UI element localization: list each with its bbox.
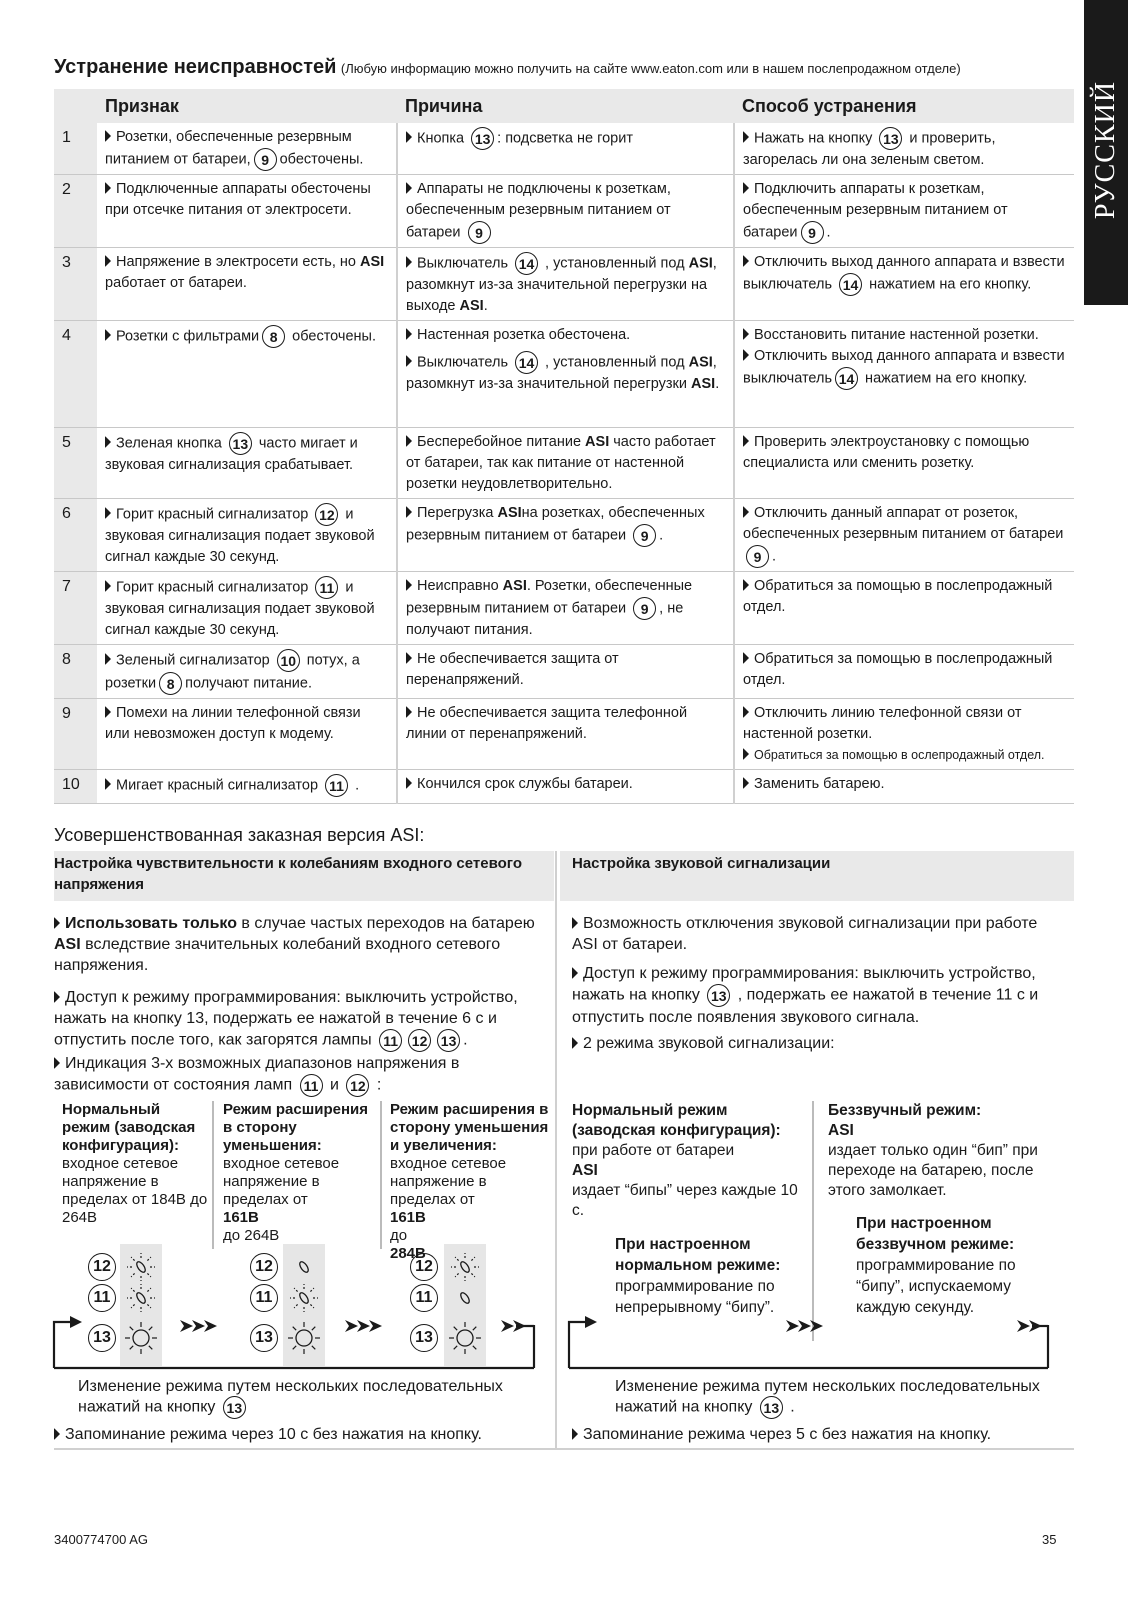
bullet-triangle-icon	[54, 1057, 60, 1069]
symptom-cell: Горит красный сигнализатор 12 и звуковая сигнализация подает звуковой сигнал каждые 30 секунд.	[97, 499, 397, 572]
bullet-triangle-icon	[572, 1428, 578, 1440]
bullet-triangle-icon	[406, 355, 412, 367]
lamp-number-label: 12	[88, 1253, 116, 1281]
page-title-note: (Любую информацию можно получить на сайте www.eaton.com или в нашем послепродажном отделе)	[340, 61, 961, 76]
bullet-triangle-icon	[406, 777, 412, 789]
left-para-usage: Использовать только в случае частых переходов на батарею ASI вследствие значительных колебаний входного сетевого напряжения.	[54, 915, 535, 974]
circled-number-icon: 13	[223, 1396, 246, 1419]
bullet-triangle-icon	[105, 436, 111, 448]
bullet-triangle-icon	[743, 131, 749, 143]
sound-mode-silent: Беззвучный режим: ASI издает только один “бип” при переходе на батарею, после этого замолкает.	[828, 1102, 1038, 1199]
row-number: 3	[54, 248, 97, 321]
right-para-modes: 2 режима звуковой сигнализации:	[572, 1033, 1067, 1054]
cause-cell: Неисправно ASI. Розетки, обеспеченные резервным питанием от батареи 9 , не получают питания.	[397, 572, 734, 645]
row-number: 4	[54, 321, 97, 428]
symptom-cell: Напряжение в электросети есть, но ASI работает от батареи.	[97, 248, 397, 321]
lamp-number-label: 11	[250, 1284, 278, 1312]
circled-number-icon: 12	[408, 1029, 431, 1052]
voltage-mode-extend: Режим расширения в сторону уменьшения и увеличения: входное сетевое напряжение в пределах от 161В до 284В	[390, 1101, 549, 1262]
page-title-main: Устранение неисправностей	[54, 56, 337, 78]
table-row	[54, 645, 1074, 699]
bullet-triangle-icon	[105, 706, 111, 718]
circled-number-icon: 14	[839, 273, 862, 296]
circled-number-icon: 10	[277, 649, 300, 672]
table-row	[54, 123, 1074, 175]
table-row	[54, 248, 1074, 321]
remedy-cell: Обратиться за помощью в послепродажный отдел.	[734, 572, 1074, 645]
circled-number-icon: 13	[437, 1029, 460, 1052]
bullet-triangle-icon	[105, 130, 111, 142]
bullet-triangle-icon	[406, 706, 412, 718]
bullet-triangle-icon	[572, 967, 578, 979]
table-row	[54, 770, 1074, 804]
circled-number-icon: 11	[315, 576, 338, 599]
bullet-triangle-icon	[54, 1428, 60, 1440]
advanced-section-title: Усовершенствованная заказная версия ASI:	[54, 825, 425, 845]
remedy-cell: Нажать на кнопку 13 и проверить, загорелась ли она зеленым светом.	[734, 123, 1074, 175]
cause-cell: Перегрузка ASIна розетках, обеспеченных резервным питанием от батареи 9 .	[397, 499, 734, 572]
remedy-cell: Заменить батарею.	[734, 770, 1074, 804]
bullet-triangle-icon	[743, 748, 749, 760]
row-number: 2	[54, 175, 97, 248]
bullet-triangle-icon	[54, 991, 60, 1003]
sound-cycle-diagram	[565, 1310, 1060, 1375]
page-number: 35	[1042, 1532, 1057, 1547]
lamp-number-label: 12	[410, 1253, 438, 1281]
circled-number-icon: 9	[746, 545, 769, 568]
row-number: 8	[54, 645, 97, 699]
right-memory-note: Запоминание режима через 5 с без нажатия на кнопку.	[572, 1424, 1067, 1445]
table-row	[54, 572, 1074, 645]
remedy-cell: Восстановить питание настенной розетки. Отключить выход данного аппарата и взвести выключатель 14 нажатием на его кнопку.	[734, 321, 1074, 428]
row-number: 9	[54, 699, 97, 770]
bullet-triangle-icon	[105, 653, 111, 665]
sensitivity-header: Настройка чувствительности к колебаниям входного сетевого напряжения	[54, 851, 554, 901]
bullet-triangle-icon	[105, 507, 111, 519]
symptom-cell: Зеленая кнопка 13 часто мигает и звуковая сигнализация срабатывает.	[97, 428, 397, 499]
cause-cell: Бесперебойное питание ASI часто работает от батареи, так как питание от настенной розетки неудовлетворительно.	[397, 428, 734, 499]
table-row	[54, 499, 1074, 572]
circled-number-icon: 9	[468, 221, 491, 244]
bullet-triangle-icon	[743, 182, 749, 194]
circled-number-icon: 13	[760, 1396, 783, 1419]
cause-cell: Не обеспечивается защита телефонной линии от перенапряжений.	[397, 699, 734, 770]
lamp-number-label: 13	[410, 1324, 438, 1352]
circled-number-icon: 8	[262, 325, 285, 348]
row-number: 5	[54, 428, 97, 499]
cause-cell: Выключатель 14 , установленный под ASI, разомкнут из-за значительной перегрузки на выходе ASI.	[397, 248, 734, 321]
bullet-triangle-icon	[743, 579, 749, 591]
voltage-cycle-diagram	[50, 1310, 550, 1375]
circled-number-icon: 12	[346, 1074, 369, 1097]
lamp-number-label: 12	[250, 1253, 278, 1281]
bullet-triangle-icon	[406, 506, 412, 518]
cause-cell: Не обеспечивается защита от перенапряжений.	[397, 645, 734, 699]
row-number: 10	[54, 770, 97, 804]
right-para-disable: Возможность отключения звуковой сигнализации при работе ASI от батареи.	[572, 915, 1038, 953]
row-number: 6	[54, 499, 97, 572]
header-symptom: Признак	[97, 89, 397, 123]
column-divider	[555, 851, 557, 1449]
bullet-triangle-icon	[406, 579, 412, 591]
bullet-triangle-icon	[743, 777, 749, 789]
circled-number-icon: 13	[471, 127, 494, 150]
circled-number-icon: 14	[515, 252, 538, 275]
remedy-cell: Подключить аппараты к розеткам, обеспеченным резервным питанием от батареи 9 .	[734, 175, 1074, 248]
table-row	[54, 175, 1074, 248]
bullet-triangle-icon	[743, 652, 749, 664]
circled-number-icon: 9	[633, 597, 656, 620]
right-para-access: Доступ к режиму программирования: выключить устройство, нажать на кнопку 13 , подержать ее нажатой в течение 11 с и отпустить после появления звукового сигнала.	[572, 965, 1039, 1026]
bullet-triangle-icon	[572, 917, 578, 929]
bullet-triangle-icon	[743, 706, 749, 718]
circled-number-icon: 9	[801, 221, 824, 244]
cause-cell: Аппараты не подключены к розеткам, обеспеченным резервным питанием от батареи 9	[397, 175, 734, 248]
cause-cell: Кнопка 13 : подсветка не горит	[397, 123, 734, 175]
circled-number-icon: 8	[159, 672, 182, 695]
cause-cell: Кончился срок службы батареи.	[397, 770, 734, 804]
bullet-triangle-icon	[572, 1037, 578, 1049]
bullet-triangle-icon	[406, 652, 412, 664]
circled-number-icon: 9	[254, 148, 277, 171]
language-tab: РУССКИЙ	[1084, 0, 1128, 305]
bullet-triangle-icon	[406, 256, 412, 268]
symptom-cell: Зеленый сигнализатор 10 потух, а розетки 8 получают питание.	[97, 645, 397, 699]
row-number: 1	[54, 123, 97, 175]
bullet-triangle-icon	[406, 182, 412, 194]
symptom-cell: Мигает красный сигнализатор 11 .	[97, 770, 397, 804]
bullet-triangle-icon	[743, 349, 749, 361]
left-para-indication: Индикация 3-х возможных диапазонов напряжения в зависимости от состояния ламп 11 и 12 :	[54, 1053, 544, 1097]
header-remedy: Способ устранения	[734, 89, 1074, 123]
doc-number: 3400774700 AG	[54, 1532, 148, 1547]
page-title	[54, 56, 961, 79]
left-memory-note: Запоминание режима через 10 с без нажатия на кнопку.	[54, 1424, 549, 1445]
bullet-triangle-icon	[105, 329, 111, 341]
circled-number-icon: 12	[315, 503, 338, 526]
circled-number-icon: 11	[325, 774, 348, 797]
bullet-triangle-icon	[743, 506, 749, 518]
remedy-cell: Обратиться за помощью в послепродажный отдел.	[734, 645, 1074, 699]
sound-header: Настройка звуковой сигнализации	[560, 851, 1074, 901]
circled-number-icon: 11	[300, 1074, 323, 1097]
symptom-cell: Горит красный сигнализатор 11 и звуковая сигнализация подает звуковой сигнал каждые 30 секунд.	[97, 572, 397, 645]
circled-number-icon: 9	[633, 524, 656, 547]
table-row	[54, 699, 1074, 770]
circled-number-icon: 11	[379, 1029, 402, 1052]
left-change-note: Изменение режима путем нескольких последовательных нажатий на кнопку 13	[78, 1377, 548, 1419]
sound-prog-silent: При настроенном беззвучном режиме: программирование по “бипу”, испускаемому каждую секунду.	[856, 1215, 1016, 1316]
symptom-cell: Розетки с фильтрами 8 обесточены.	[97, 321, 397, 428]
table-row	[54, 428, 1074, 499]
right-change-note: Изменение режима путем нескольких последовательных нажатий на кнопку 13 .	[615, 1377, 1065, 1419]
bottom-rule	[54, 1448, 1074, 1450]
bullet-triangle-icon	[743, 255, 749, 267]
row-number: 7	[54, 572, 97, 645]
symptom-cell: Подключенные аппараты обесточены при отсечке питания от электросети.	[97, 175, 397, 248]
lamp-number-label: 13	[88, 1324, 116, 1352]
circled-number-icon: 13	[879, 127, 902, 150]
bullet-triangle-icon	[105, 255, 111, 267]
bullet-triangle-icon	[105, 580, 111, 592]
bullet-triangle-icon	[406, 435, 412, 447]
voltage-mode-normal: Нормальный режим (заводская конфигурация): входное сетевое напряжение в пределах от 184В до 264В	[62, 1101, 208, 1226]
remedy-cell: Отключить данный аппарат от розеток, обеспеченных резервным питанием от батареи 9 .	[734, 499, 1074, 572]
remedy-cell: Отключить выход данного аппарата и взвести выключатель 14 нажатием на его кнопку.	[734, 248, 1074, 321]
circled-number-icon: 14	[835, 367, 858, 390]
circled-number-icon: 13	[229, 432, 252, 455]
circled-number-icon: 13	[707, 984, 730, 1007]
table-row	[54, 321, 1074, 428]
sound-prog-normal: При настроенном нормальном режиме: программирование по непрерывному “бипу”.	[615, 1236, 781, 1316]
bullet-triangle-icon	[105, 182, 111, 194]
bullet-triangle-icon	[743, 328, 749, 340]
voltage-mode-reduce: Режим расширения в сторону уменьшения: входное сетевое напряжение в пределах от 161В до 264В	[223, 1101, 369, 1244]
left-para-access: Доступ к режиму программирования: выключить устройство, нажать на кнопку 13, подержать ее нажатой в течение 6 с и отпустить после того, как загорятся лампы 11 12 13 .	[54, 987, 544, 1052]
lamp-number-label: 11	[410, 1284, 438, 1312]
lamp-number-label: 11	[88, 1284, 116, 1312]
bullet-triangle-icon	[54, 917, 60, 929]
lamp-number-label: 13	[250, 1324, 278, 1352]
sound-mode-normal: Нормальный режим (заводская конфигурация): при работе от батареи ASI издает “бипы” через каждые 10 с.	[572, 1102, 798, 1219]
header-cause: Причина	[397, 89, 734, 123]
remedy-cell: Проверить электроустановку с помощью специалиста или сменить розетку.	[734, 428, 1074, 499]
remedy-cell: Отключить линию телефонной связи от настенной розетки. Обратиться за помощью в ослепродажный отдел.	[734, 699, 1074, 770]
cause-cell: Настенная розетка обесточена. Выключатель 14 , установленный под ASI, разомкнут из-за значительной перегрузки ASI.	[397, 321, 734, 428]
bullet-triangle-icon	[105, 778, 111, 790]
bullet-triangle-icon	[406, 328, 412, 340]
circled-number-icon: 14	[515, 351, 538, 374]
symptom-cell: Помехи на линии телефонной связи или невозможен доступ к модему.	[97, 699, 397, 770]
bullet-triangle-icon	[743, 435, 749, 447]
troubleshooting-table	[54, 89, 1074, 804]
bullet-triangle-icon	[406, 131, 412, 143]
table-header-row	[54, 89, 1074, 123]
symptom-cell: Розетки, обеспеченные резервным питанием от батареи, 9 обесточены.	[97, 123, 397, 175]
